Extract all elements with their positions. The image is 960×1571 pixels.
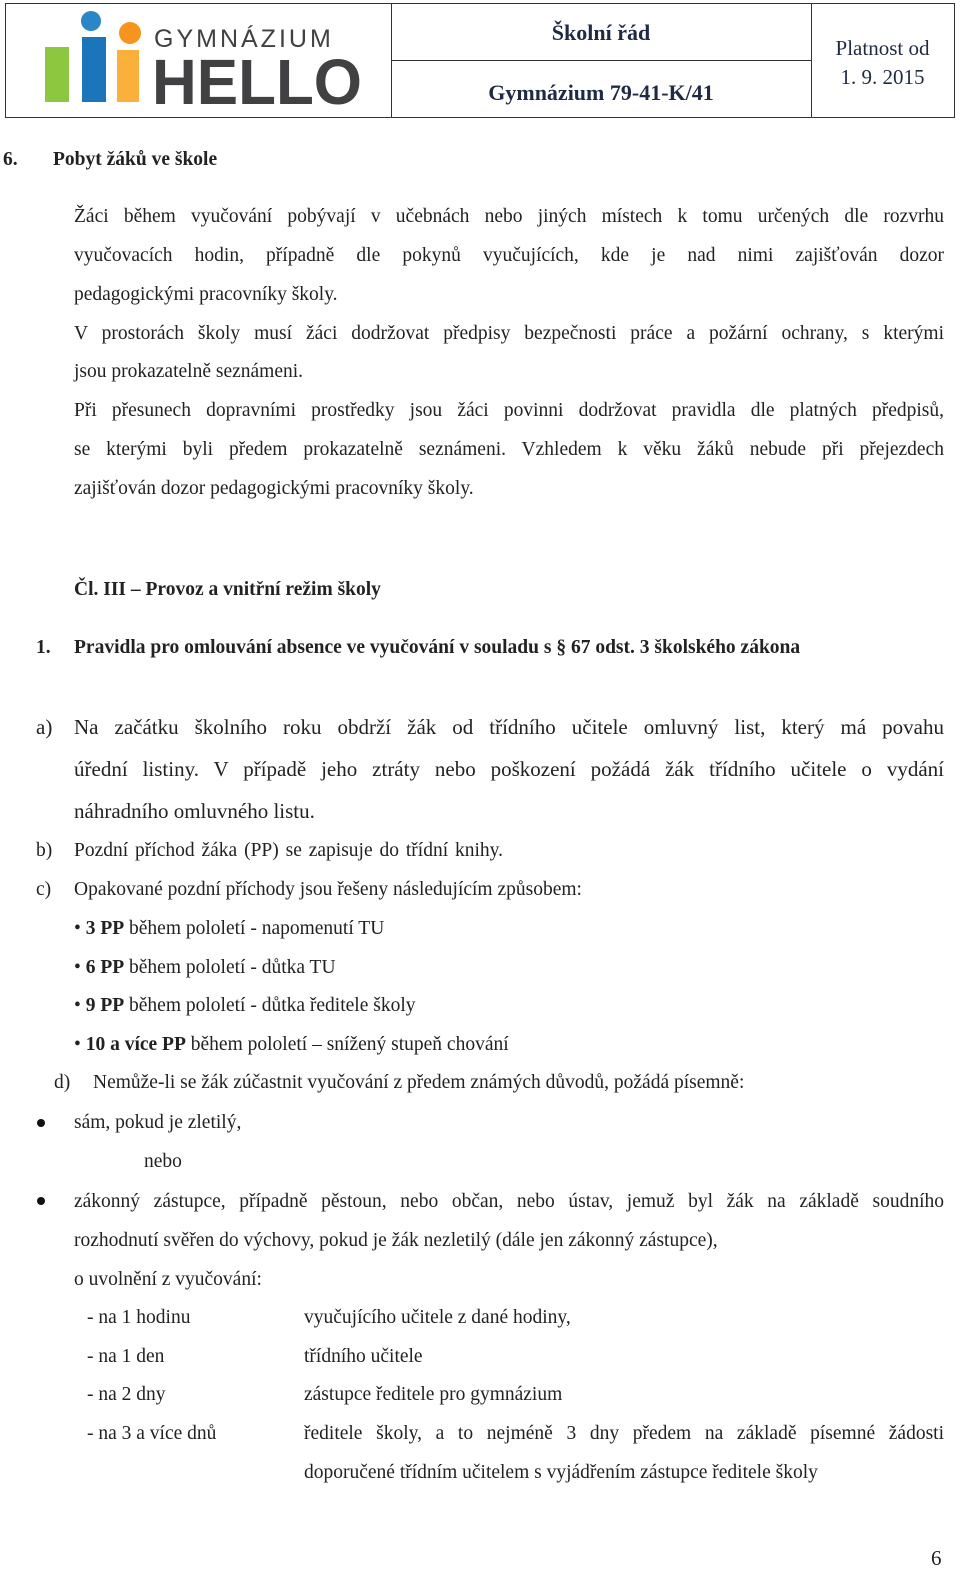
document-header xyxy=(5,3,955,118)
release-approver: vyučujícího učitele z dané hodiny, xyxy=(304,1307,571,1328)
sanction-text: během pololetí - napomenutí TU xyxy=(124,918,385,939)
logo-bar-green xyxy=(45,47,69,102)
sanction-item: • 6 PP během pololetí - důtka TU xyxy=(74,957,336,978)
sanction-count: 10 a více PP xyxy=(85,1034,186,1055)
list-label-b: b) xyxy=(36,840,53,861)
list-c-text: Opakované pozdní příchody jsou řešeny následujícím způsobem: xyxy=(74,879,582,900)
list-a-line: náhradního omluvného listu. xyxy=(74,799,315,823)
release-intro: o uvolnění z vyučování: xyxy=(74,1269,262,1290)
release-approver: třídního učitele xyxy=(304,1346,423,1367)
paragraph-line: jsou prokazatelně seznámeni. xyxy=(74,361,304,382)
validity-date: 1. 9. 2015 xyxy=(840,65,925,89)
validity-cell xyxy=(811,4,954,117)
request-bullet-2-line: zákonný zástupce, případně pěstoun, nebo občan, nebo ústav, jemuž byl žák na základě soudního xyxy=(74,1191,944,1212)
logo-text-hello: HELLO xyxy=(152,46,362,117)
paragraph-line: V prostorách školy musí žáci dodržovat předpisy bezpečnosti práce a požární ochrany, s kterými xyxy=(74,323,944,344)
document-title: Školní řád xyxy=(391,4,811,61)
release-period: - na 1 den xyxy=(87,1346,165,1367)
request-bullet-2-line: rozhodnutí svěřen do výchovy, pokud je žák nezletilý (dále jen zákonný zástupce), xyxy=(74,1230,718,1251)
list-a-line: úřední listiny. V případě jeho ztráty nebo poškození požádá žák třídního učitele o vydání xyxy=(74,757,944,781)
release-period: - na 1 hodinu xyxy=(87,1307,191,1328)
school-logo xyxy=(6,4,392,117)
logo-bar-blue xyxy=(82,37,106,102)
section-title: Pobyt žáků ve škole xyxy=(53,149,218,170)
paragraph-line: Žáci během vyučování pobývají v učebnách nebo jiných místech k tomu určených dle rozvrhu xyxy=(74,206,944,227)
logo-bar-yellow xyxy=(117,50,139,102)
logo-dot-blue xyxy=(81,11,101,31)
page-number: 6 xyxy=(931,1546,942,1570)
item-title: Pravidla pro omlouvání absence ve vyučování v souladu s § 67 odst. 3 školského zákona xyxy=(74,637,801,658)
logo-text-gymnazium: GYMNÁZIUM xyxy=(154,25,334,53)
header-title-cell xyxy=(391,4,812,117)
list-label-c: c) xyxy=(36,879,52,900)
paragraph-line: se kterými byli předem prokazatelně seznámeni. Vzhledem k věku žáků nebude při přejezdech xyxy=(74,439,944,460)
sanction-count: 3 PP xyxy=(85,918,125,939)
list-b-text: Pozdní příchod žáka (PP) se zapisuje do třídní knihy. xyxy=(74,840,504,861)
sanction-count: 6 PP xyxy=(85,957,125,978)
release-approver-continued: doporučené třídním učitelem s vyjádřením zástupce ředitele školy xyxy=(304,1462,818,1483)
bullet-dot xyxy=(37,1119,45,1127)
school-code: Gymnázium 79-41-K/41 xyxy=(488,80,714,105)
request-or: nebo xyxy=(144,1151,182,1172)
sanction-count: 9 PP xyxy=(85,995,125,1016)
item-number: 1. xyxy=(36,637,51,658)
sanction-text: během pololetí - důtka TU xyxy=(124,957,336,978)
paragraph-line: zajišťován dozor pedagogickými pracovníky školy. xyxy=(74,478,474,499)
list-label-a: a) xyxy=(36,715,53,739)
list-a-line: Na začátku školního roku obdrží žák od třídního učitele omluvný list, který má povahu xyxy=(74,715,944,739)
release-approver: zástupce ředitele pro gymnázium xyxy=(304,1384,563,1405)
sanction-item: • 3 PP během pololetí - napomenutí TU xyxy=(74,918,385,939)
release-period: - na 3 a více dnů xyxy=(87,1423,217,1444)
section-number: 6. xyxy=(3,149,18,170)
sanction-text: během pololetí – snížený stupeň chování xyxy=(185,1034,509,1055)
paragraph-line: Při přesunech dopravními prostředky jsou žáci povinni dodržovat pravidla dle platných předpisů, xyxy=(74,400,944,421)
sanction-text: během pololetí - důtka ředitele školy xyxy=(124,995,416,1016)
validity-label: Platnost od xyxy=(835,36,930,60)
list-label-d: d) xyxy=(54,1072,71,1093)
release-period: - na 2 dny xyxy=(87,1384,166,1405)
bullet-dot xyxy=(37,1197,45,1205)
release-approver: ředitele školy, a to nejméně 3 dny předem na základě písemné žádosti xyxy=(304,1423,944,1444)
logo-dot-orange xyxy=(119,22,141,44)
sanction-item: • 10 a více PP během pololetí – snížený stupeň chování xyxy=(74,1034,509,1055)
article-heading: Čl. III – Provoz a vnitřní režim školy xyxy=(74,579,381,600)
logo-graphic xyxy=(6,4,391,117)
paragraph-line: pedagogickými pracovníky školy. xyxy=(74,284,338,305)
paragraph-line: vyučovacích hodin, případně dle pokynů vyučujících, kde je nad nimi zajišťován dozor xyxy=(74,245,944,266)
list-d-text: Nemůže-li se žák zúčastnit vyučování z předem známých důvodů, požádá písemně: xyxy=(93,1072,745,1093)
sanction-item: • 9 PP během pololetí - důtka ředitele školy xyxy=(74,995,416,1016)
request-bullet-1: sám, pokud je zletilý, xyxy=(74,1112,242,1133)
